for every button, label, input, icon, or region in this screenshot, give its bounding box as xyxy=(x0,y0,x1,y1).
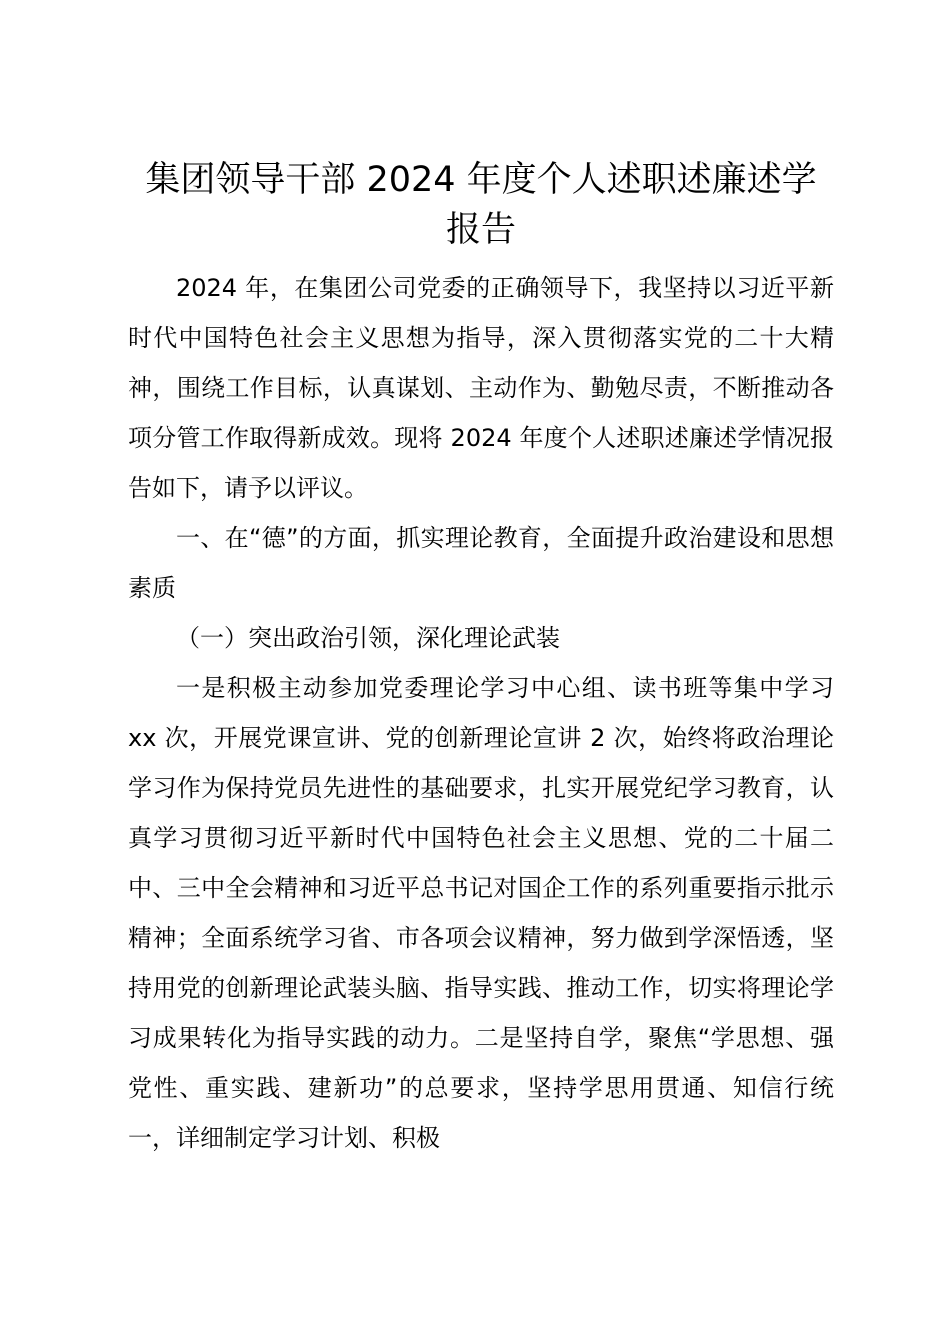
subsection-heading-1: （一）突出政治引领，深化理论武装 xyxy=(176,624,560,652)
intro-paragraph: 2024 年，在集团公司党委的正确领导下，我坚持以习近平新时代中国特色社会主义思想为指导，深入贯彻落实党的二十大精神，围绕工作目标，认真谋划、主动作为、勤勉尽责，不断推动各项分管工作取得新成效。现将 2024 年度个人述职述廉述学情况报告如下，请予以评议。 xyxy=(128,274,834,502)
document-body xyxy=(128,155,834,1163)
document-title: 集团领导干部 2024 年度个人述职述廉述学报告 xyxy=(145,160,817,250)
section-heading-1: 一、在“德”的方面，抓实理论教育，全面提升政治建设和思想素质 xyxy=(128,524,834,602)
body-paragraph: 一是积极主动参加党委理论学习中心组、读书班等集中学习 xx 次，开展党课宣讲、党的创新理论宣讲 2 次，始终将政治理论学习作为保持党员先进性的基础要求，扎实开展党纪学习教育，认真学习贯彻习近平新时代中国特色社会主义思想、党的二十届二中、三中全会精神和习近平总书记对国企工作的系列重要指示批示精神；全面系统学习省、市各项会议精神，努力做到学深悟透，坚持用党的创新理论武装头脑、指导实践、推动工作，切实将理论学习成果转化为指导实践的动力。二是坚持自学，聚焦“学思想、强党性、重实践、建新功”的总要求，坚持学思用贯通、知信行统一，详细制定学习计划、积极 xyxy=(128,674,834,1152)
